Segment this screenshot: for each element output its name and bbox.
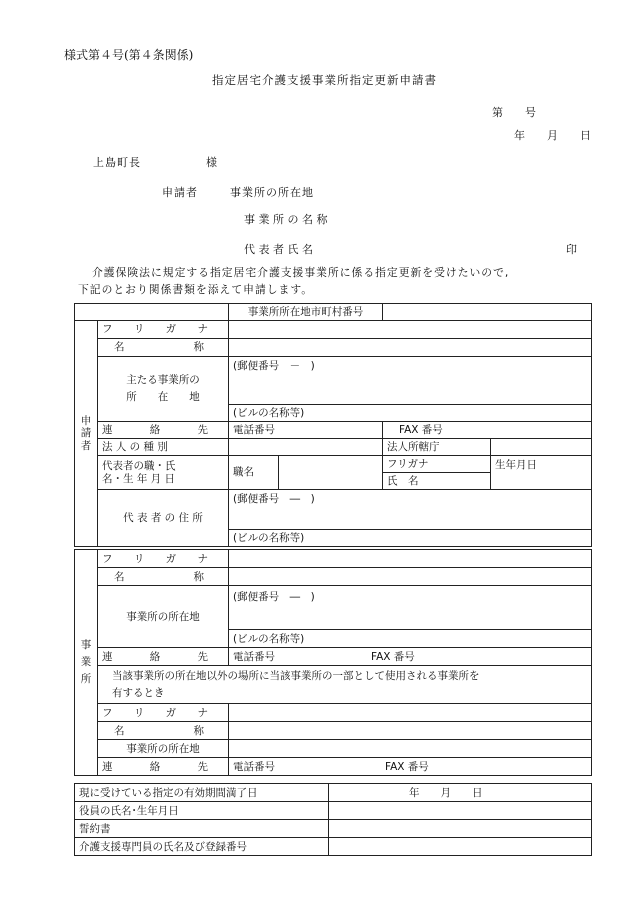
application-table <box>74 303 592 547</box>
corp-type-label: 法 人 の 種 別 <box>98 439 229 456</box>
form-number-label: 様式第４号(第４条関係) <box>64 48 194 62</box>
addressee: 上島町長 <box>93 156 141 169</box>
pledge-label: 誓約書 <box>75 820 329 838</box>
sub-office-name-field[interactable] <box>229 722 592 740</box>
office-section-label: 事 業 所 <box>75 550 98 776</box>
sub-office-furigana-label: フ リ ガ ナ <box>98 704 229 722</box>
document-title: 指定居宅介護支援事業所指定更新申請書 <box>212 73 437 87</box>
seal-mark: 印 <box>566 243 577 256</box>
office-phone-fax-field[interactable]: 電話番号 FAX 番号 <box>229 648 592 666</box>
sub-office-location-label: 事業所の所在地 <box>98 740 229 758</box>
document-number: 第 号 <box>492 106 536 119</box>
municipality-number-field[interactable] <box>383 304 592 321</box>
bottom-table <box>74 783 592 856</box>
rep-title-label: 代表者の職・氏 名・生 年 月 日 <box>98 456 229 490</box>
body-line-2: 下記のとおり関係書類を添えて申請します。 <box>78 283 314 296</box>
corp-authority-label: 法人所轄庁 <box>383 439 491 456</box>
applicant-contact-label: 連 絡 先 <box>98 422 229 439</box>
care-managers-label: 介護支援専門員の氏名及び登録番号 <box>75 838 329 856</box>
officers-label: 役員の氏名･生年月日 <box>75 802 329 820</box>
office-furigana-field[interactable] <box>229 550 592 568</box>
main-office-building-field[interactable]: (ビルの名称等) <box>229 405 592 422</box>
office-contact-label: 連 絡 先 <box>98 648 229 666</box>
applicant-name-label: 事 業 所 の 名 称 <box>244 213 328 226</box>
document-date: 年 月 日 <box>514 129 591 142</box>
rep-birth-date-field[interactable]: 生年月日 <box>491 456 592 490</box>
care-managers-field[interactable] <box>329 838 592 856</box>
rep-address-building-field[interactable]: (ビルの名称等) <box>229 530 592 547</box>
validity-label: 現に受けている指定の有効期間満了日 <box>75 784 329 802</box>
municipality-number-label: 事業所所在地市町村番号 <box>229 304 383 321</box>
main-office-location-label: 主たる事業所の 所 在 地 <box>98 357 229 422</box>
sub-office-furigana-field[interactable] <box>229 704 592 722</box>
other-location-note: 当該事業所の所在地以外の場所に当該事業所の一部として使用される事業所を 有するとき <box>98 666 592 704</box>
applicant-phone-field[interactable]: 電話番号 <box>229 422 383 439</box>
corp-authority-field[interactable] <box>491 439 592 456</box>
rep-address-postal-field[interactable]: (郵便番号 ― ) <box>229 490 592 530</box>
rep-name-field[interactable]: 氏 名 <box>383 473 491 490</box>
office-name-field[interactable] <box>229 568 592 586</box>
office-building-field[interactable]: (ビルの名称等) <box>229 630 592 648</box>
office-furigana-label: フ リ ガ ナ <box>98 550 229 568</box>
body-line-1: 介護保険法に規定する指定居宅介護支援事業所に係る指定更新を受けたいので, <box>92 266 510 279</box>
pledge-field[interactable] <box>329 820 592 838</box>
sub-office-name-label: 名 称 <box>98 722 229 740</box>
rep-furigana-field[interactable]: フリガナ <box>383 456 491 473</box>
office-name-label: 名 称 <box>98 568 229 586</box>
office-location-label: 事業所の所在地 <box>98 586 229 648</box>
applicant-section-label: 申 請 者 <box>75 321 98 547</box>
position-label: 職名 <box>229 456 279 490</box>
addressee-suffix: 様 <box>206 156 217 169</box>
representative-label: 代 表 者 氏 名 <box>244 243 313 256</box>
rep-address-label: 代 表 者 の 住 所 <box>98 490 229 547</box>
office-postal-field[interactable]: (郵便番号 ― ) <box>229 586 592 630</box>
sub-office-contact-label: 連 絡 先 <box>98 758 229 776</box>
position-field[interactable] <box>279 456 383 490</box>
officers-field[interactable] <box>329 802 592 820</box>
applicant-furigana-label: フ リ ガ ナ <box>98 321 229 339</box>
sub-office-location-field[interactable] <box>229 740 592 758</box>
corp-type-field[interactable] <box>229 439 383 456</box>
applicant-name-field[interactable] <box>229 339 592 357</box>
sub-office-phone-fax-field[interactable]: 電話番号 FAX 番号 <box>229 758 592 776</box>
applicant-location-label: 事業所の所在地 <box>230 186 314 199</box>
office-table <box>74 549 592 776</box>
main-office-postal-field[interactable]: (郵便番号 － ) <box>229 357 592 405</box>
applicant-furigana-field[interactable] <box>229 321 592 339</box>
applicant-label: 申請者 <box>162 186 198 199</box>
applicant-name-row-label: 名 称 <box>98 339 229 357</box>
validity-date-field[interactable]: 年 月 日 <box>329 784 592 802</box>
applicant-fax-field[interactable]: FAX 番号 <box>383 422 592 439</box>
